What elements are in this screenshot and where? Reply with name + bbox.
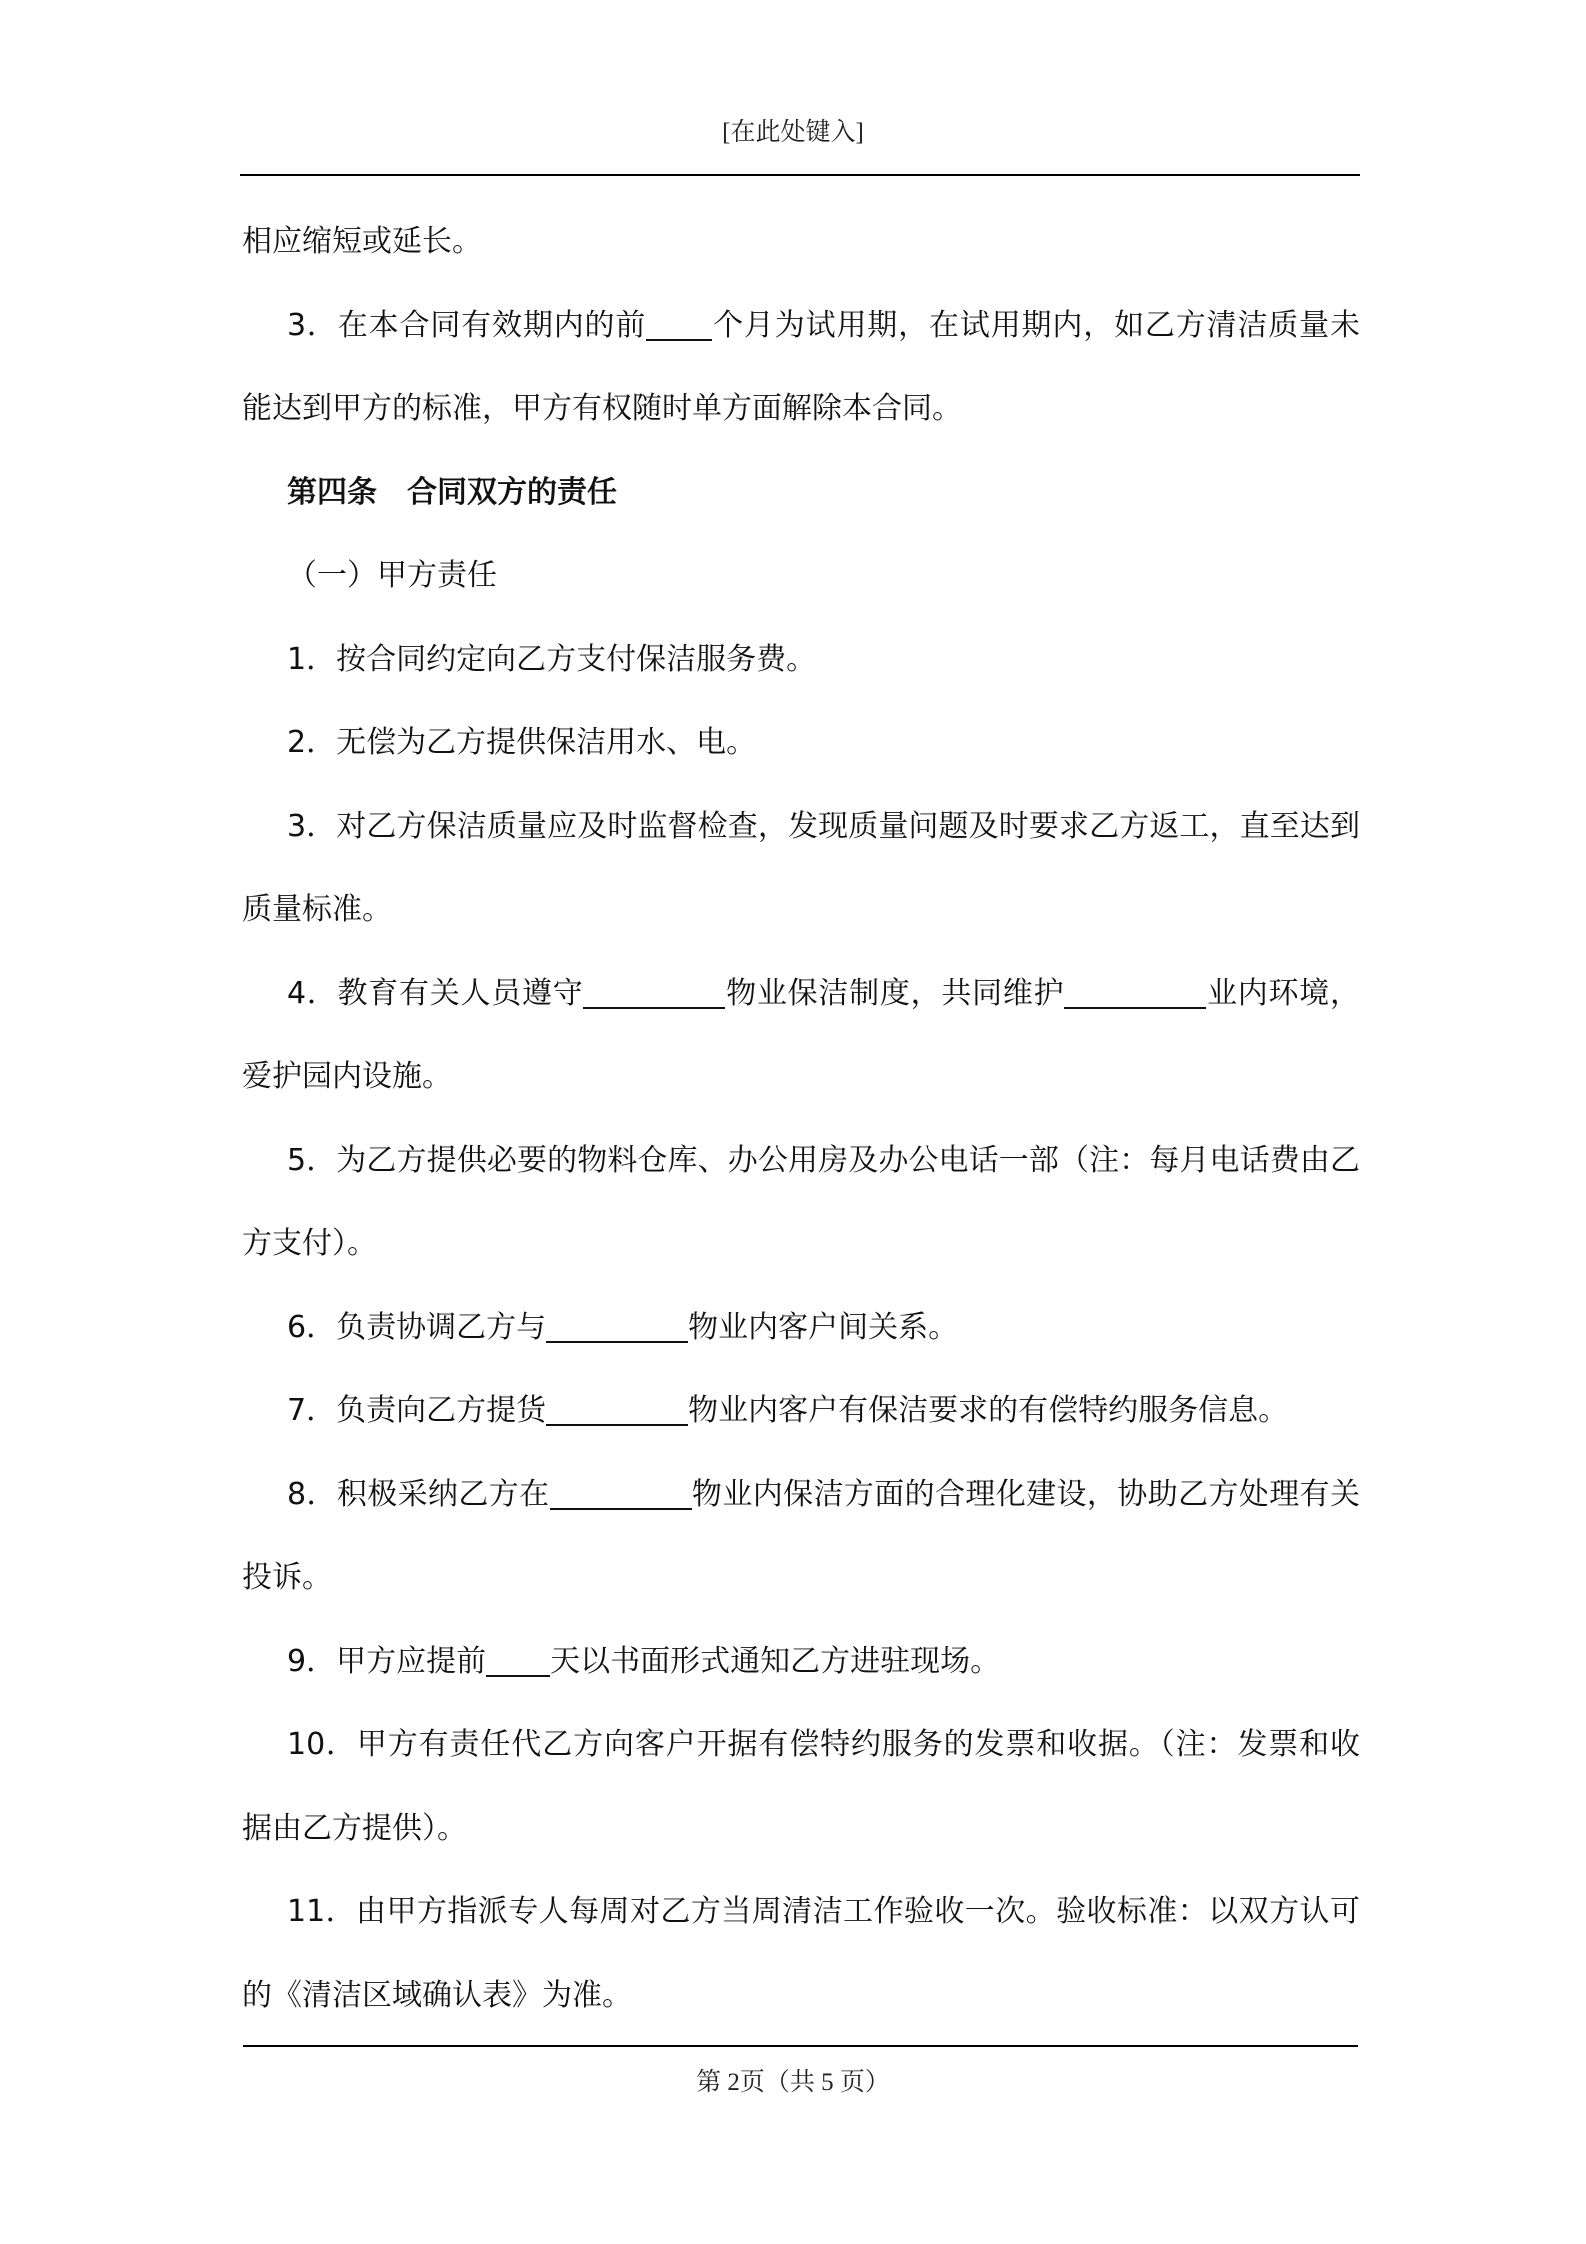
- list-item-1: [242, 618, 1360, 702]
- paragraph-continuation: [242, 200, 1360, 284]
- footer-rule: [243, 2045, 1358, 2047]
- item-text: 1．按合同约定向乙方支付保洁服务费。: [287, 641, 817, 677]
- clause-3-probation: [242, 284, 1360, 451]
- item-text: 10．甲方有责任代乙方向客户开据有偿特约服务的发票和收据。（注：发票和收据由乙方提供）。: [242, 1727, 1360, 1846]
- fill-in-blank[interactable]: [646, 309, 712, 341]
- list-item-5: [242, 1119, 1360, 1286]
- document-body: [242, 200, 1360, 2037]
- clause-text: 个月为试用期，在试用期内，如乙方清洁质量未能达到甲方的标准，甲方有权随时单方面解除本合同。: [242, 307, 1360, 426]
- item-text: 业内环境，爱护园内设施。: [242, 975, 1361, 1094]
- item-text: 3．对乙方保洁质量应及时监督检查，发现质量问题及时要求乙方返工，直至达到质量标准。: [242, 808, 1360, 927]
- item-text: 11．由甲方指派专人每周对乙方当周清洁工作验收一次。验收标准：以双方认可的《清洁区域确认表》为准。: [242, 1894, 1360, 2013]
- item-text: 6．负责协调乙方与: [287, 1309, 547, 1345]
- item-text: 天以书面形式通知乙方进驻现场。: [550, 1643, 1001, 1679]
- item-text: 4．教育有关人员遵守: [287, 975, 584, 1011]
- page-number: 第 2页（共 5 页）: [696, 2069, 890, 2096]
- clause-text: 3．在本合同有效期内的前: [287, 307, 647, 343]
- item-text: 物业内客户间关系。: [688, 1309, 959, 1345]
- fill-in-blank[interactable]: [486, 1645, 550, 1677]
- item-text: 5．为乙方提供必要的物料仓库、办公用房及办公电话一部（注：每月电话费由乙方支付）。: [242, 1142, 1360, 1261]
- fill-in-blank[interactable]: [1064, 977, 1206, 1009]
- page-header: [在此处键入]: [722, 119, 864, 146]
- list-item-2: [242, 701, 1360, 785]
- fill-in-blank[interactable]: [546, 1394, 688, 1426]
- item-text: 物业内保洁方面的合理化建设，协助乙方处理有关投诉。: [242, 1476, 1360, 1595]
- paragraph-text: 相应缩短或延长。: [242, 224, 482, 259]
- item-text: 物业内客户有保洁要求的有偿特约服务信息。: [688, 1393, 1289, 1428]
- item-text: 物业保洁制度，共同维护: [725, 975, 1065, 1011]
- item-text: 8．积极采纳乙方在: [287, 1476, 550, 1512]
- article-4-title: [242, 451, 1360, 535]
- item-text: 2．无偿为乙方提供保洁用水、电。: [287, 725, 757, 760]
- item-text: 7．负责向乙方提货: [287, 1393, 547, 1428]
- fill-in-blank[interactable]: [550, 1478, 692, 1510]
- list-item-3: [242, 785, 1360, 952]
- list-item-6: [242, 1286, 1360, 1370]
- list-item-8: [242, 1453, 1360, 1620]
- list-item-11: [242, 1870, 1360, 2037]
- fill-in-blank[interactable]: [546, 1311, 688, 1343]
- header-rule: [240, 174, 1360, 176]
- list-item-10: [242, 1703, 1360, 1870]
- item-text: 9．甲方应提前: [287, 1643, 487, 1679]
- section-party-a-title: [242, 534, 1360, 618]
- list-item-7: [242, 1369, 1360, 1453]
- heading-text: （一）甲方责任: [287, 558, 497, 593]
- heading-text: 第四条 合同双方的责任: [287, 474, 617, 510]
- fill-in-blank[interactable]: [583, 977, 725, 1009]
- list-item-4: [242, 952, 1360, 1119]
- list-item-9: [242, 1620, 1360, 1704]
